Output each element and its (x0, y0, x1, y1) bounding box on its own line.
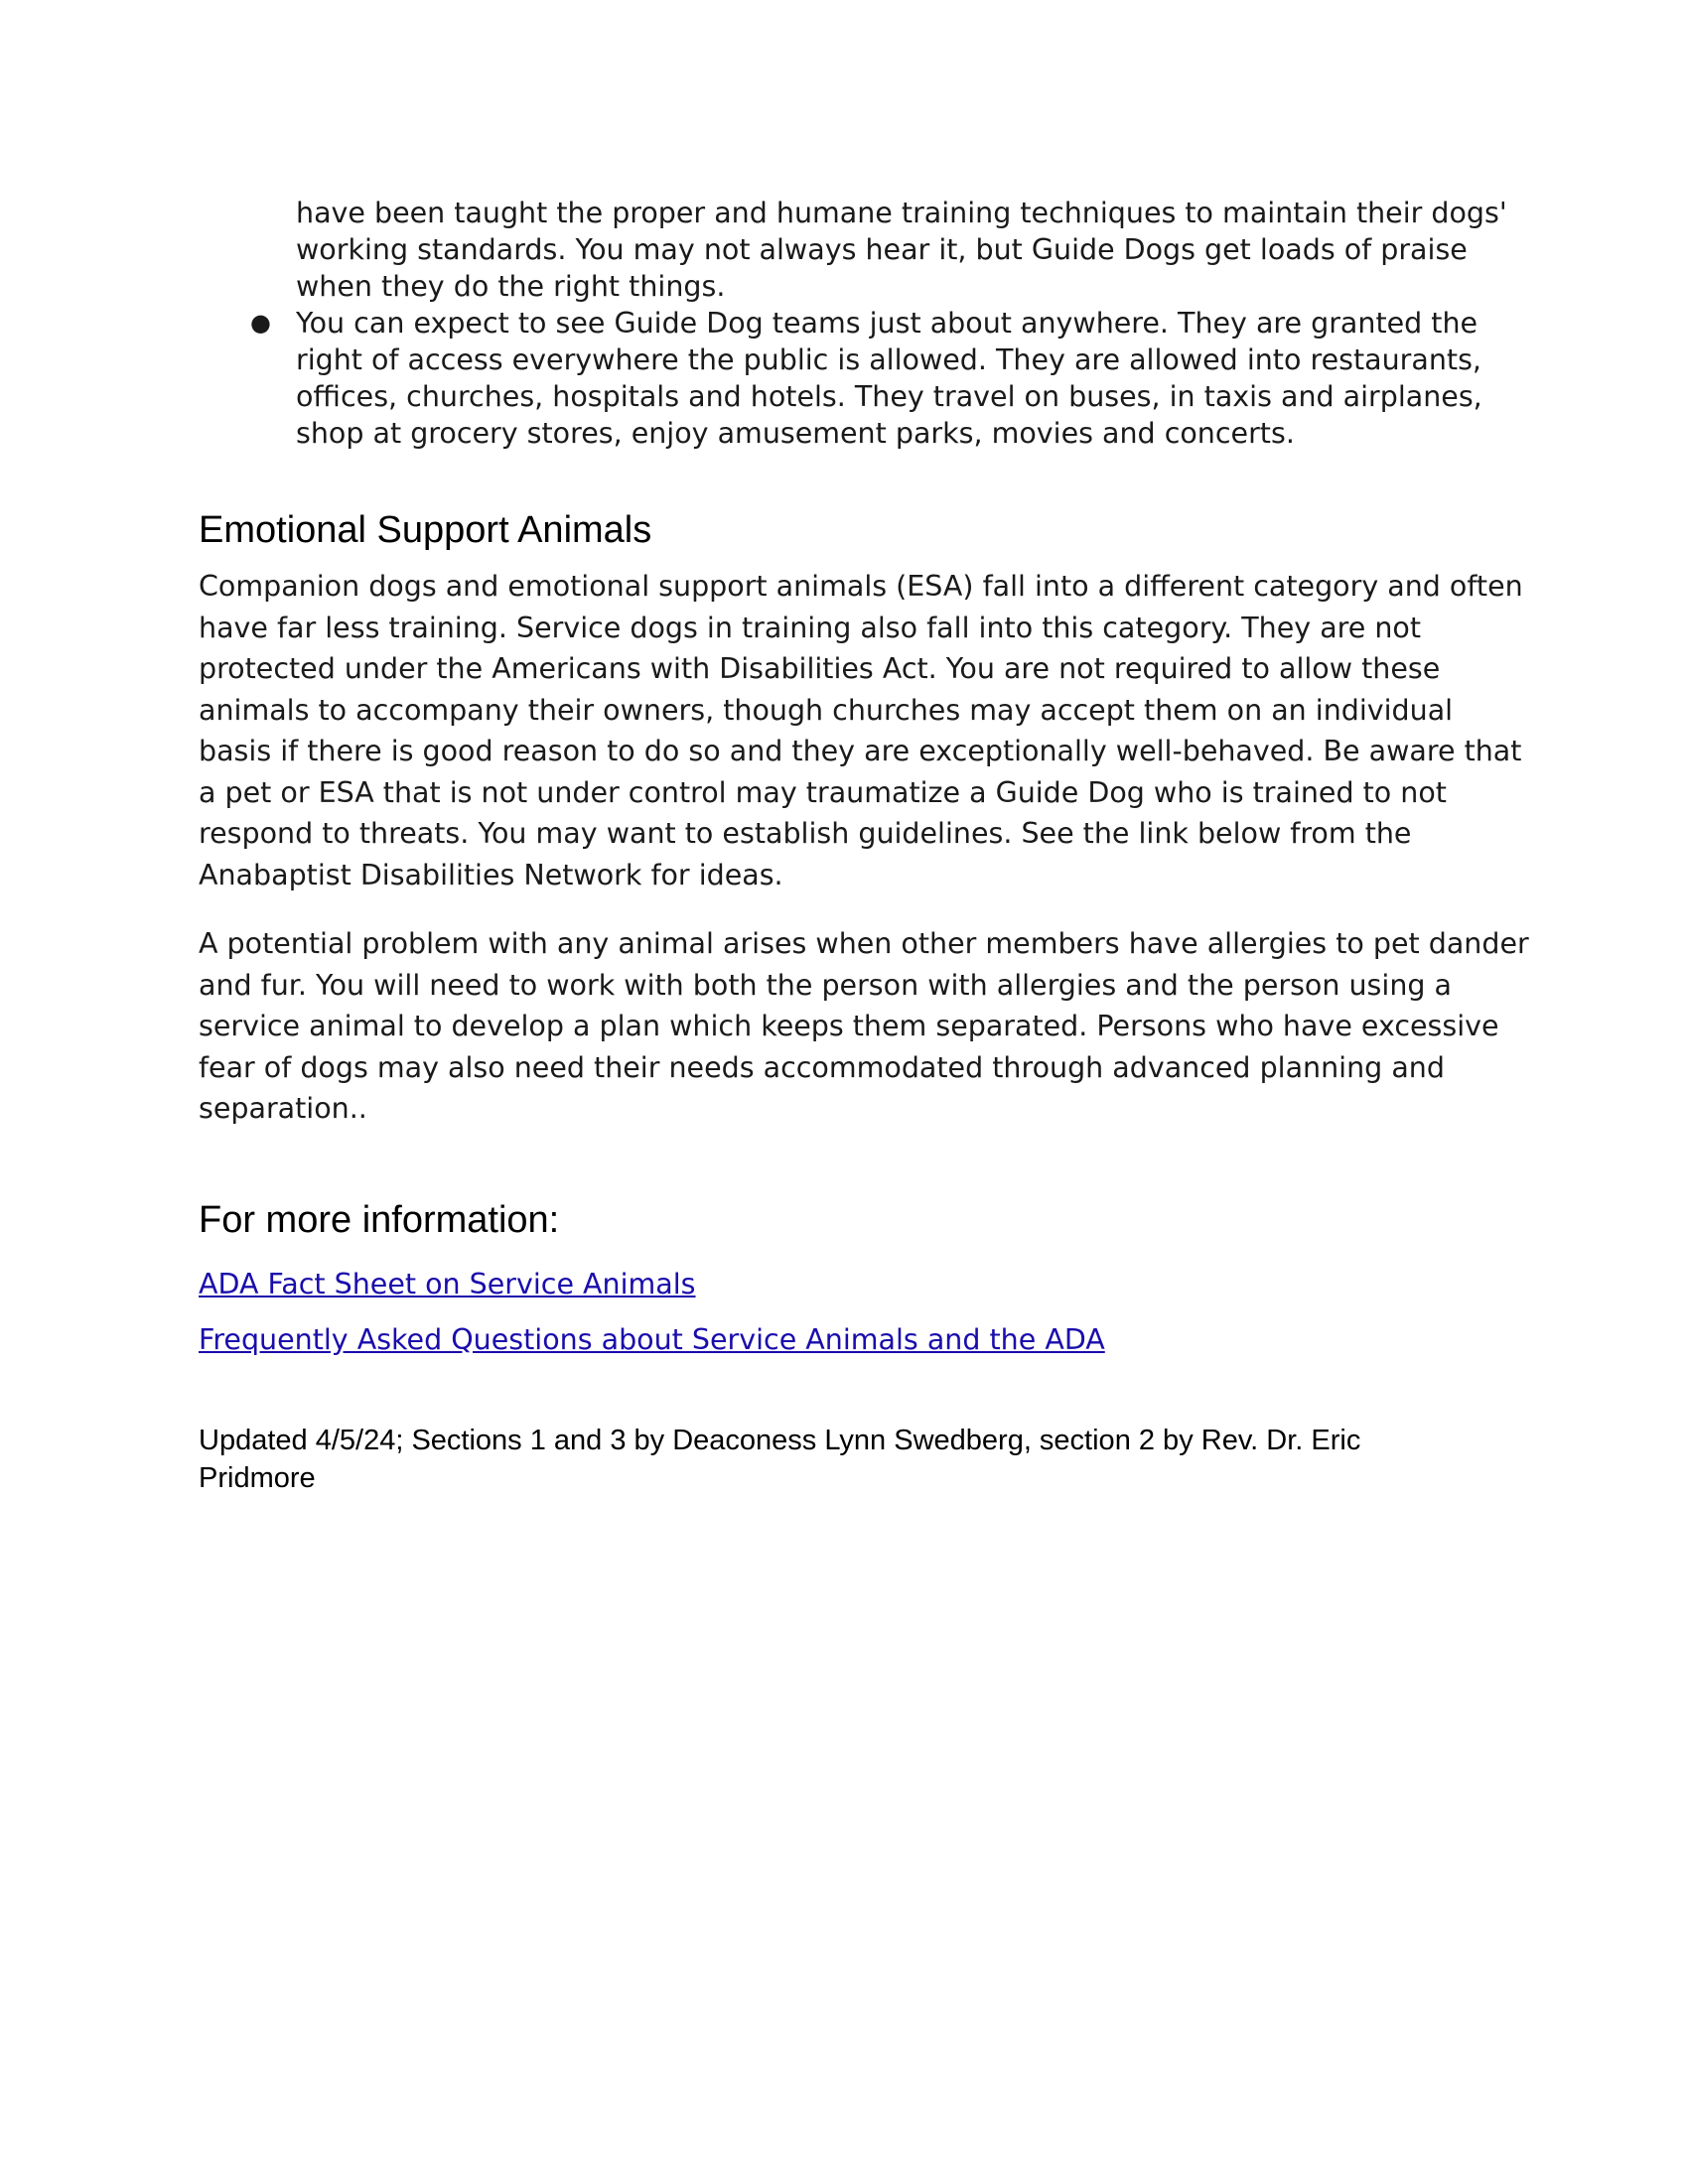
bullet-item (199, 305, 1517, 452)
esa-paragraph-2: A potential problem with any animal arises when other members have allergies to pet dander and fur. You will need to work with both the person with allergies and the person using a service animal to develop a plan which keeps them separated. Persons who have excessive fear of dogs may also need their needs accommodated through advanced planning and separation.. (199, 927, 1529, 1125)
document-page (199, 195, 1529, 1497)
link-ada-faq[interactable]: Frequently Asked Questions about Service Animals and the ADA (199, 1322, 1105, 1356)
bullet-list (199, 305, 1529, 452)
update-credit-footer: Updated 4/5/24; Sections 1 and 3 by Deaconess Lynn Swedberg, section 2 by Rev. Dr. Eric Pridmore (199, 1424, 1361, 1494)
section-heading-esa: Emotional Support Animals (199, 509, 652, 551)
bullet-item-text: You can expect to see Guide Dog teams just about anywhere. They are granted the right of access everywhere the public is allowed. They are allowed into restaurants, offices, churches, hospitals and hotels. They travel on buses, in taxis and airplanes, shop at grocery stores, enjoy amusement parks, movies and concerts. (296, 307, 1482, 450)
link-ada-fact-sheet[interactable]: ADA Fact Sheet on Service Animals (199, 1267, 696, 1300)
esa-paragraph-1: Companion dogs and emotional support animals (ESA) fall into a different category and often have far less training. Service dogs in training also fall into this category. They are not protected under the Americans with Disabilities Act. You are not required to allow these animals to accompany their owners, though churches may accept them on an individual basis if there is good reason to do so and they are exceptionally well-behaved. Be aware that a pet or ESA that is not under control may traumatize a Guide Dog who is trained to not respond to threats. You may want to establish guidelines. See the link below from the Anabaptist Disabilities Network for ideas. (199, 570, 1523, 891)
section-heading-more-info: For more information: (199, 1198, 560, 1241)
resource-links (199, 1265, 1529, 1360)
bullet-marker: ● (250, 309, 271, 337)
bullet-continuation-text: have been taught the proper and humane training techniques to maintain their dogs' working standards. You may not always hear it, but Guide Dogs get loads of praise when they do the right things. (296, 197, 1507, 303)
